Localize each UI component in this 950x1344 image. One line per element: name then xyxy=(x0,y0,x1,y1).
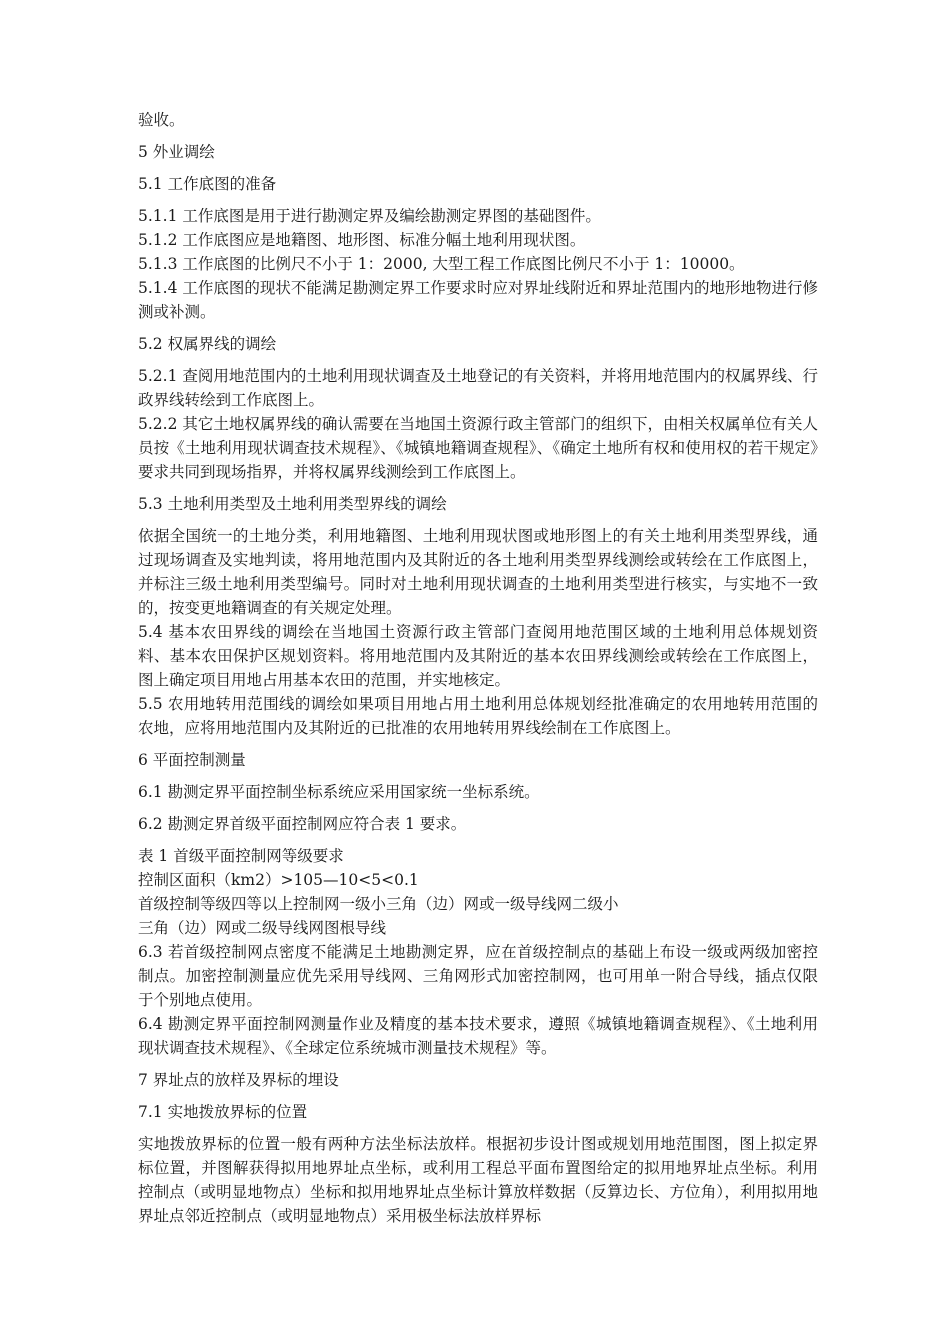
paragraph: 5.1.1 工作底图是用于进行勘测定界及编绘勘测定界图的基础图件。 xyxy=(138,207,601,225)
paragraph: 5 外业调绘 xyxy=(138,143,215,161)
document-page xyxy=(138,108,818,1228)
paragraph: 三角（边）网或二级导线网图根导线 xyxy=(138,919,387,937)
paragraph: 首级控制等级四等以上控制网一级小三角（边）网或一级导线网二级小 xyxy=(138,895,619,913)
paragraph: 5.2 权属界线的调绘 xyxy=(138,335,277,353)
paragraph: 6.3 若首级控制网点密度不能满足土地勘测定界，应在首级控制点的基础上布设一级或两级加密控制点。加密控制测量应优先采用导线网、三角网形式加密控制网，也可用单一附合导线，插点仅限于个别地点使用。 xyxy=(138,943,818,1009)
paragraph: 验收。 xyxy=(138,111,185,129)
paragraph: 5.4 基本农田界线的调绘在当地国土资源行政主管部门查阅用地范围区域的土地利用总体规划资料、基本农田保护区规划资料。将用地范围内及其附近的基本农田界线测绘或转绘在工作底图上，图上确定项目用地占用基本农田的范围，并实地核定。 xyxy=(138,623,818,689)
paragraph: 实地拨放界标的位置一般有两种方法坐标法放样。根据初步设计图或规划用地范围图，图上拟定界标位置，并图解获得拟用地界址点坐标，或利用工程总平面布置图给定的拟用地界址点坐标。利用控制点（或明显地物点）坐标和拟用地界址点坐标计算放样数据（反算边长、方位角），利用拟用地界址点邻近控制点（或明显地物点）采用极坐标法放样界标 xyxy=(138,1135,818,1225)
paragraph: 依据全国统一的土地分类，利用地籍图、土地利用现状图或地形图上的有关土地利用类型界线，通过现场调查及实地判读，将用地范围内及其附近的各土地利用类型界线测绘或转绘在工作底图上，并标注三级土地利用类型编号。同时对土地利用现状调查的土地利用类型进行核实，与实地不一致的，按变更地籍调查的有关规定处理。 xyxy=(138,527,818,617)
paragraph: 6.4 勘测定界平面控制网测量作业及精度的基本技术要求，遵照《城镇地籍调查规程》、《土地利用现状调查技术规程》、《全球定位系统城市测量技术规程》等。 xyxy=(138,1015,818,1057)
paragraph: 6.2 勘测定界首级平面控制网应符合表 1 要求。 xyxy=(138,815,467,833)
paragraph: 5.2.2 其它土地权属界线的确认需要在当地国土资源行政主管部门的组织下，由相关权属单位有关人员按《土地利用现状调查技术规程》、《城镇地籍调查规程》、《确定土地所有权和使用权的若干规定》要求共同到现场指界，并将权属界线测绘到工作底图上。 xyxy=(138,415,818,481)
paragraph: 6.1 勘测定界平面控制坐标系统应采用国家统一坐标系统。 xyxy=(138,783,540,801)
paragraph: 6 平面控制测量 xyxy=(138,751,246,769)
paragraph: 5.1 工作底图的准备 xyxy=(138,175,277,193)
paragraph: 5.1.2 工作底图应是地籍图、地形图、标准分幅土地利用现状图。 xyxy=(138,231,586,249)
paragraph: 7 界址点的放样及界标的埋设 xyxy=(138,1071,339,1089)
paragraph: 5.5 农用地转用范围线的调绘如果项目用地占用土地利用总体规划经批准确定的农用地转用范围的农地，应将用地范围内及其附近的已批准的农用地转用界线绘制在工作底图上。 xyxy=(138,695,818,737)
paragraph: 5.2.1 查阅用地范围内的土地利用现状调查及土地登记的有关资料，并将用地范围内的权属界线、行政界线转绘到工作底图上。 xyxy=(138,367,818,409)
paragraph: 7.1 实地拨放界标的位置 xyxy=(138,1103,308,1121)
paragraph: 5.1.3 工作底图的比例尺不小于 1：2000, 大型工程工作底图比例尺不小于 1：10000。 xyxy=(138,255,745,273)
paragraph: 5.1.4 工作底图的现状不能满足勘测定界工作要求时应对界址线附近和界址范围内的地形地物进行修测或补测。 xyxy=(138,279,818,321)
paragraph: 5.3 土地利用类型及土地利用类型界线的调绘 xyxy=(138,495,447,513)
paragraph: 控制区面积（km2）>105—10<5<0.1 xyxy=(138,871,419,889)
paragraph: 表 1 首级平面控制网等级要求 xyxy=(138,847,344,865)
